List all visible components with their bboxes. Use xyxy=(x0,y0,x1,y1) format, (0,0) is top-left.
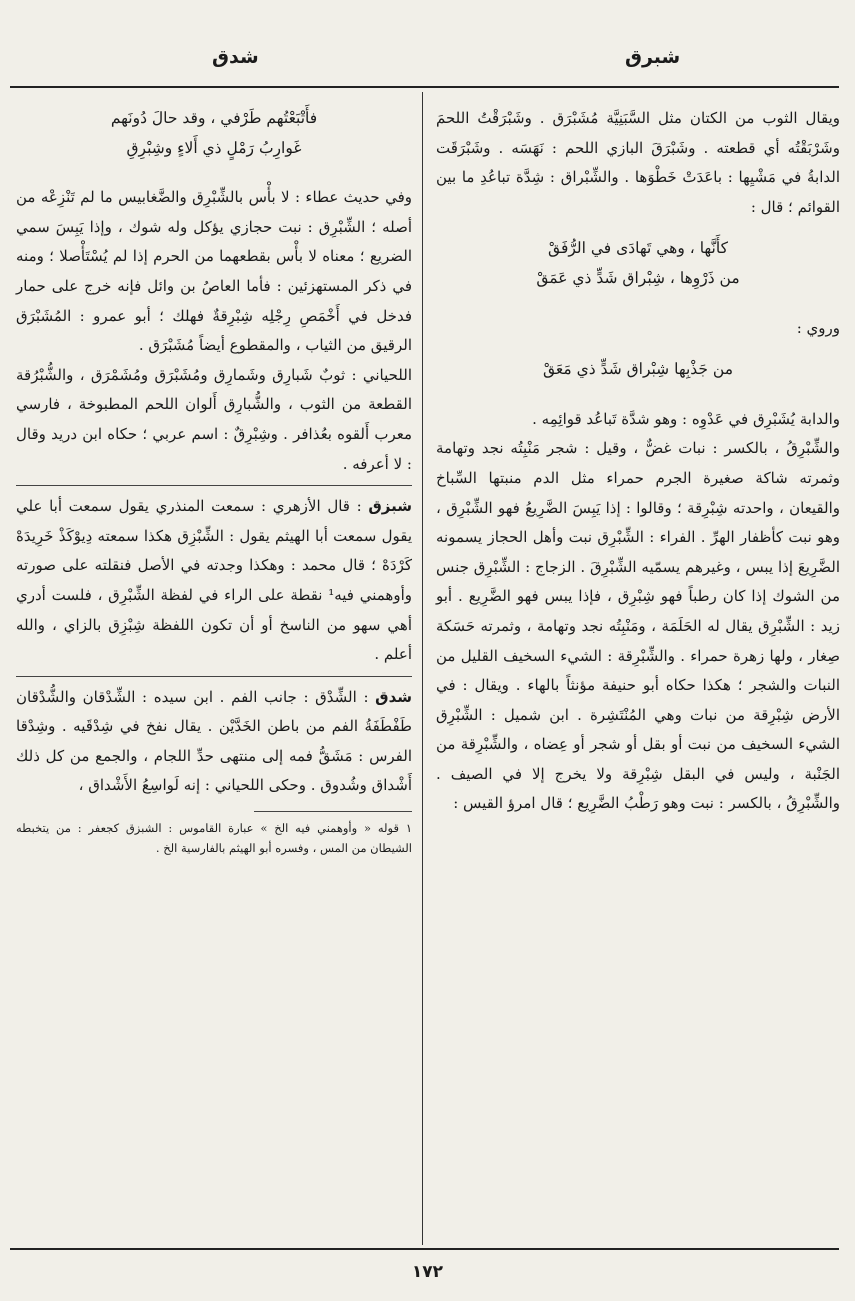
entry-headword: شدق xyxy=(375,687,412,706)
entry-text: : قال الأزهري : سمعت المنذري يقول سمعت أبا علي يقول سمعت أبا الهيثم يقول : الشِّبْزِق هكذا سمعته دِيوْكَذْ خَرِيدَهْ كَرْدَهْ ؛ قال محمد : وهكذا وجدته في الأصل فنقلته على صورته وأوهمني فيه¹ نقطة على الراء في لفظة الشِّبْرِق ، فلست أدري أهي سهو من الناسخ أو أن تكون اللفظة شِبْزِق بالزاي ، والله أعلم . xyxy=(16,497,412,664)
entry-shdq xyxy=(16,683,412,801)
footnote-rule xyxy=(254,811,412,812)
left-column xyxy=(16,104,412,858)
entry-separator xyxy=(16,676,412,677)
verse-line: فأَتْبَعْتُهم طَرْفي ، وقد حالَ دُونَهم xyxy=(110,109,318,127)
verse-line: من ذَرْوِها ، شِبْراق شَدٍّ ذي عَمَقْ xyxy=(536,268,740,287)
entry-shbzq xyxy=(16,492,412,670)
bottom-rule xyxy=(10,1248,839,1250)
entry-text: وروي : xyxy=(796,318,840,337)
left-headword: شدق xyxy=(212,46,259,68)
footnote: ١ قوله « وأوهمني فيه الخ » عبارة القاموس : الشبزق كجعفر : من يتخبطه الشيطان من المس ، وفسره أبو الهيثم بالفارسية الخ . xyxy=(16,821,412,856)
verse-line: من جَذْبِها شِبْراق شَدٍّ ذي مَعَقْ xyxy=(542,360,734,379)
entry-text: والشِّبْرِقُ ، بالكسر : نبات غضٌّ ، وقيل : شجر مَنْبِتُه نجد وتهامة وثمرته شاكة صغيرة الجرم حمراء مثل الدم منبتها السِّباخ والقيعان ، واحدته شِبْرِقة ؛ وقالوا : إذا يَبِسَ الضَّرِيعُ فهو الشِّبْرِق ، وهو نبت كأظفار الهرِّ . الفراء : الشِّبْرِق نبت وأهل الحجاز يسمونه الضَّرِيعَ إذا يبس ، وغيرهم يسمّيه الشِّبْرِقَ . الزجاج : الشِّبْرِق جنس من الشوك إذا كان رطباً فهو شِبْرِق ، فإذا يبس فهو الضَّرِيع . أبو زيد : الشِّبْرِق يقال له الحَلَمَة ، ومَنْبِتُه نجد وتهامة ، وثمرته حَسَكة صِغار ، ولها زهرة حمراء . والشِّبْرِقة : الشيء السخيف القليل من النبات والشجر ؛ هكذا حكاه أبو حنيفة مؤنثاً بالهاء . ويقال : في الأرض شِبْرِقة من نبات وهي المُنْتَشِرة . ابن شميل : الشِّبْرِق الشيء السخيف من نبت أو بقل أو شجر أو عِضاه ، والشِّبْرِقة من الجَنْبة ، وليس في البقل شِبْرِقة ولا يخرج إلا في الصيف . والشِّبْرِقُ ، بالكسر : نبت وهو رَطْبُ الضَّرِيع ؛ قال امرؤ القيس : xyxy=(436,439,840,813)
entry-separator xyxy=(16,485,412,486)
entry-text: : الشِّدْق : جانب الفم . ابن سيده : الشِّدْقان والشُّدْقان طَفْطَفَةُ الفم من باطن الخَدَّيْن . يقال نفخ في شِدْقَيه . وشِدْقا الفرس : مَشَقُّ فمه إلى منتهى حدِّ اللجام ، والجمع من كل ذلك أَشْداق وشُدوق . وحكى اللحياني : إنه لَواسِعُ الأَشْداق ، xyxy=(16,687,412,795)
entry-headword: شبزق xyxy=(368,497,412,516)
entry-text: وفي حديث عطاء : لا بأْس بالشِّبْرِق والضَّغابيس ما لم تَنْزِعْه من أصله ؛ الشِّبْرِق : نبت حجازي يؤكل وله شوك ، وإذا يَبِسَ سمي الضريع ؛ معناه لا بأْس بقطعهما من الحرم إذا لم يُسْتَأْصلا ؛ ومنه في ذكر المستهزئين : فأما العاصُ بن وائل فإنه خرج على حمار فدخل في أَخْمَصِ رِجْلِه شِبْرِقةٌ فهلك ؛ أبو عمرو : المُشَبْرَق الرقيق من الثياب ، والمقطوع أيضاً مُشَبْرَق . xyxy=(16,188,412,355)
entry-text: ويقال الثوب من الكتان مثل السَّبَنِيَّة مُشَبْرَق . وشَبْرَقْتُ اللحمَ وشَرْبَقْتُه أي قطعته . وشَبْرَقَ البازي اللحم : نَهَسَه . وشَبْرَقَت الدابةُ في مَشْيِها : باعَدَتْ خَطْوَها . والشِّبْراق : شِدَّة تباعُدِ ما بين القوائم ؛ قال : xyxy=(436,109,840,216)
right-column xyxy=(436,104,840,819)
entry-text: اللحياني : ثوبٌ شَبارِق وشَمارِق ومُشَبْرَق ومُشَمْرَق ، والشُّبْرُقة القطعة من الثوب ، والشُّبارِق أَلوان اللحم المطبوخة ، فارسي معرب أَلقوه بعُذافر . وشِبْرِقٌ : اسم عربي ؛ حكاه ابن دريد وقال : لا أعرفه . xyxy=(16,365,412,473)
top-rule xyxy=(10,86,839,88)
entry-text: والدابة يُشَبْرِق في عَدْوِه : وهو شدَّة تَباعُد قوائِمِه . xyxy=(532,409,840,428)
verse-line: غَوارِبُ رَمْلٍ ذي أَلاءٍ وشِبْرِقِ xyxy=(126,138,302,157)
column-divider xyxy=(422,92,423,1245)
page-number: ١٧٢ xyxy=(411,1262,444,1282)
right-headword: شبرق xyxy=(625,46,681,68)
verse-line: كأَنَّها ، وهي تَهادَى في الرُّفَقْ xyxy=(548,239,728,258)
